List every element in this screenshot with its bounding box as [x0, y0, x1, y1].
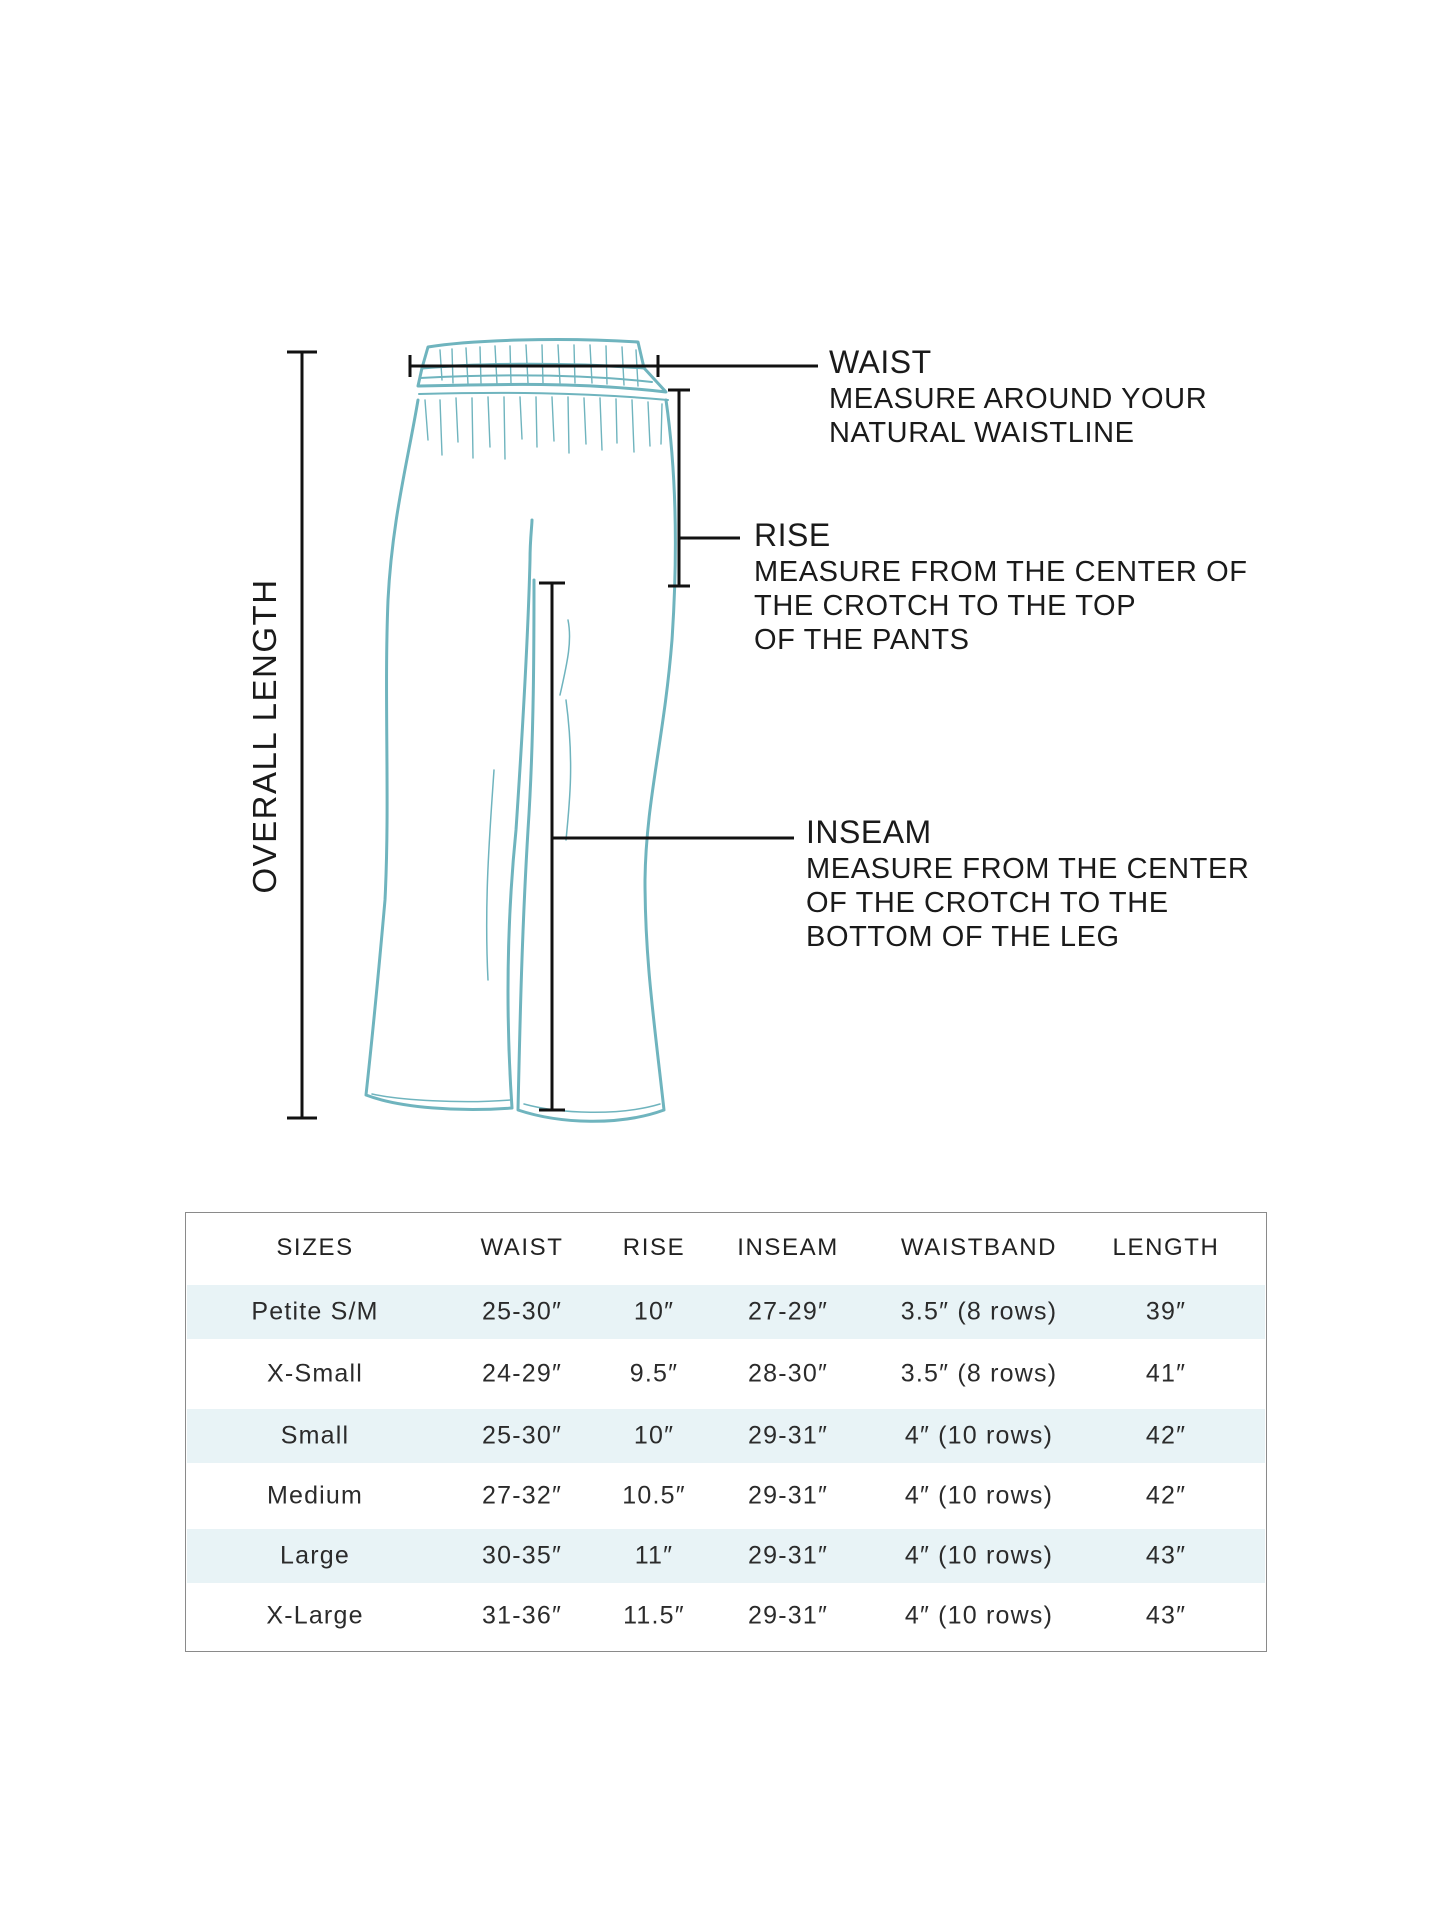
header-waistband: WAISTBAND — [900, 1234, 1058, 1261]
cell-waist: 31-36″ — [482, 1601, 562, 1630]
cell-waistband: 4″ (10 rows) — [904, 1541, 1054, 1570]
cell-inseam: 29-31″ — [748, 1601, 828, 1630]
waistband-outline — [422, 340, 644, 368]
cell-length: 43″ — [1145, 1541, 1187, 1570]
cell-rise: 10″ — [633, 1297, 675, 1326]
cell-length: 42″ — [1145, 1481, 1187, 1510]
header-rise: RISE — [622, 1234, 686, 1261]
inseam-desc-line-1: MEASURE FROM THE CENTER — [806, 852, 1250, 885]
cell-waistband: 4″ (10 rows) — [904, 1601, 1054, 1630]
rise-callout — [754, 517, 1248, 657]
right-leg-outline — [518, 400, 675, 1121]
cell-waist: 25-30″ — [482, 1297, 562, 1326]
cell-inseam: 28-30″ — [748, 1359, 828, 1388]
waist-desc-line-2: NATURAL WAISTLINE — [829, 416, 1135, 449]
inseam-desc-line-2: OF THE CROTCH TO THE — [806, 886, 1169, 919]
pants-illustration — [366, 340, 675, 1122]
cell-waist: 30-35″ — [482, 1541, 562, 1570]
cell-rise: 10″ — [633, 1421, 675, 1450]
waist-title: WAIST — [829, 344, 932, 380]
rise-desc-line-1: MEASURE FROM THE CENTER OF — [754, 555, 1248, 588]
inseam-desc-line-3: BOTTOM OF THE LEG — [806, 921, 1120, 954]
header-sizes: SIZES — [276, 1234, 354, 1261]
cell-waistband: 4″ (10 rows) — [904, 1421, 1054, 1450]
cell-size: X-Small — [267, 1359, 363, 1388]
cell-size: Petite S/M — [251, 1297, 379, 1326]
cell-waistband: 3.5″ (8 rows) — [900, 1297, 1058, 1326]
rise-title: RISE — [754, 517, 831, 553]
inseam-title: INSEAM — [806, 814, 932, 850]
rise-desc-line-2: THE CROTCH TO THE TOP — [754, 589, 1137, 622]
waist-callout — [829, 344, 1207, 450]
overall-length-label: OVERALL LENGTH — [246, 578, 283, 894]
cell-length: 39″ — [1145, 1297, 1187, 1326]
cell-inseam: 27-29″ — [748, 1297, 828, 1326]
cell-length: 42″ — [1145, 1421, 1187, 1450]
overall-length-line — [287, 352, 317, 1118]
cell-rise: 11.5″ — [623, 1601, 685, 1630]
rise-desc-line-3: OF THE PANTS — [754, 624, 970, 657]
cell-waist: 25-30″ — [482, 1421, 562, 1450]
table-row — [187, 1529, 1265, 1583]
cell-size: Large — [280, 1541, 350, 1570]
waist-line — [410, 355, 818, 377]
inseam-line — [539, 583, 794, 1110]
cell-waistband: 4″ (10 rows) — [904, 1481, 1054, 1510]
cell-size: X-Large — [266, 1601, 364, 1630]
cell-length: 43″ — [1145, 1601, 1187, 1630]
cell-rise: 10.5″ — [622, 1481, 686, 1510]
size-chart-table — [185, 1212, 1267, 1652]
cell-inseam: 29-31″ — [748, 1541, 828, 1570]
waist-desc-line-1: MEASURE AROUND YOUR — [829, 382, 1208, 415]
cell-waistband: 3.5″ (8 rows) — [900, 1359, 1058, 1388]
table-row — [187, 1339, 1265, 1409]
inseam-callout — [806, 814, 1249, 954]
cell-waist: 27-32″ — [482, 1481, 562, 1510]
header-waist: WAIST — [480, 1234, 564, 1261]
waistband-gathers — [425, 345, 662, 459]
cell-waist: 24-29″ — [482, 1359, 562, 1388]
cell-rise: 9.5″ — [629, 1359, 679, 1388]
cell-inseam: 29-31″ — [748, 1421, 828, 1450]
measurement-lines — [287, 352, 818, 1118]
cell-rise: 11″ — [634, 1541, 674, 1570]
left-leg-outline — [366, 400, 532, 1109]
header-inseam: INSEAM — [737, 1234, 839, 1261]
cell-size: Small — [280, 1421, 350, 1450]
table-row — [187, 1409, 1265, 1463]
rise-line — [668, 390, 740, 586]
table-header-row — [187, 1213, 1265, 1283]
cell-length: 41″ — [1145, 1359, 1187, 1388]
table-row — [187, 1583, 1265, 1649]
cell-inseam: 29-31″ — [748, 1481, 828, 1510]
table-row — [187, 1285, 1265, 1339]
header-length: LENGTH — [1112, 1234, 1220, 1261]
table-row — [187, 1463, 1265, 1529]
cell-size: Medium — [266, 1481, 364, 1510]
